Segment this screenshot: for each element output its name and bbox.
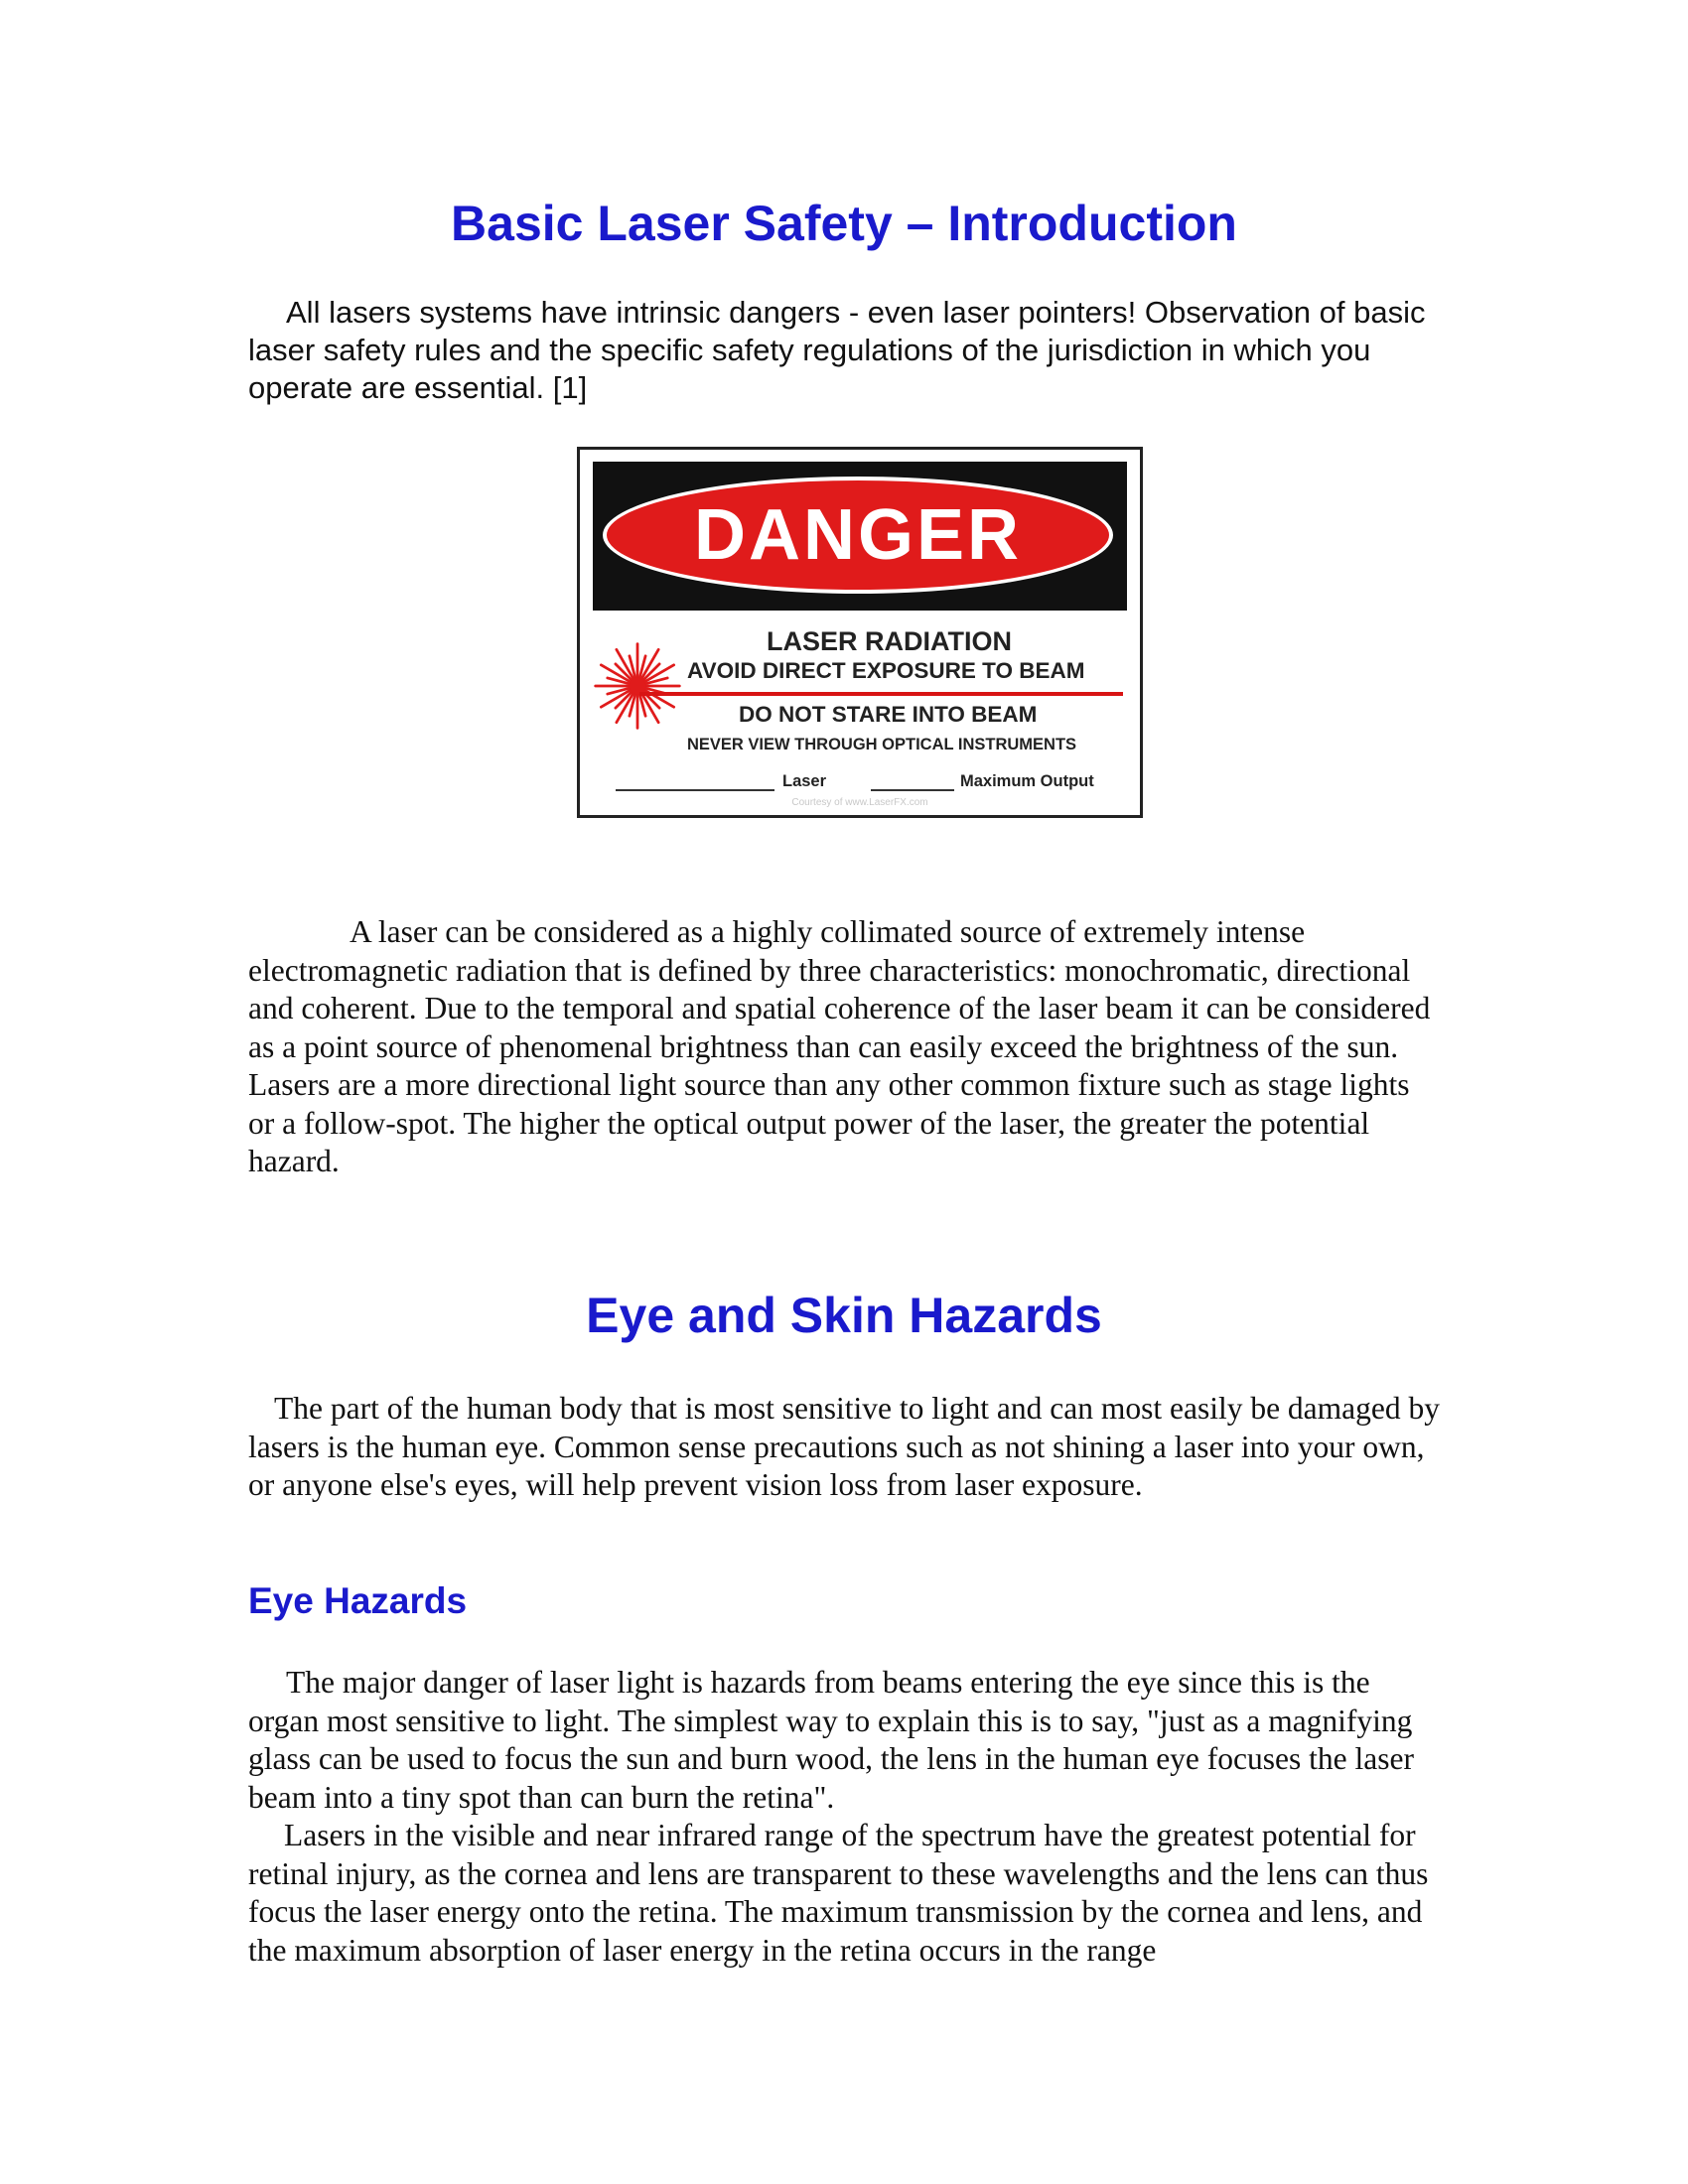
danger-sign-image bbox=[577, 447, 1143, 818]
danger-sign-title: DANGER bbox=[693, 495, 1022, 575]
sign-courtesy-credit: Courtesy of www.LaserFX.com bbox=[791, 797, 928, 808]
sign-red-divider bbox=[639, 692, 1123, 696]
eye-hazards-paragraph-2: Lasers in the visible and near infrared range of the spectrum have the greatest potential for retinal injury, as the cornea and lens are transparent to these wavelengths and the lens can thus focus the laser energy onto the retina. The maximum transmission by the cornea and lens, and the maximum absorption of laser energy in the retina occurs in the range bbox=[248, 1818, 1429, 1968]
eye-skin-paragraph: The part of the human body that is most sensitive to light and can most easily be damaged by lasers is the human eye. Common sense precautions such as not shining a laser into your own, or anyone else's eyes, will help prevent vision loss from laser exposure. bbox=[248, 1391, 1441, 1502]
intro-paragraph: All lasers systems have intrinsic dangers - even laser pointers! Observation of basic laser safety rules and the specific safety regulations of the jurisdiction in which you operate are essential. [1] bbox=[248, 295, 1426, 405]
danger-sign-header bbox=[593, 462, 1127, 611]
laser-description-paragraph: A laser can be considered as a highly collimated source of extremely intense electromagnetic radiation that is defined by three characteristics: monochromatic, directional and coherent. Due to the temporal and spatial coherence of the laser beam it can be considered as a point source of phenomenal brightness than can easily exceed the brightness of the sun. Lasers are a more directional light source than any other common fixture such as stage lights or a follow-spot. The higher the optical output power of the laser, the greater the potential hazard. bbox=[248, 914, 1431, 1178]
danger-oval bbox=[603, 477, 1113, 594]
sign-line-do-not-stare: DO NOT STARE INTO BEAM bbox=[739, 702, 1038, 727]
sign-line-avoid-exposure: AVOID DIRECT EXPOSURE TO BEAM bbox=[687, 658, 1085, 683]
sign-blank-laser bbox=[616, 789, 774, 791]
laser-starburst-icon bbox=[592, 640, 683, 732]
sign-line-laser-radiation: LASER RADIATION bbox=[767, 626, 1012, 656]
page-title: Basic Laser Safety – Introduction bbox=[451, 196, 1237, 251]
sign-blank-output bbox=[871, 789, 954, 791]
sign-laser-label: Laser bbox=[782, 772, 827, 790]
section-title-eye-skin: Eye and Skin Hazards bbox=[586, 1288, 1102, 1343]
eye-hazards-paragraph-1: The major danger of laser light is hazards from beams entering the eye since this is the organ most sensitive to light. The simplest way to explain this is to say, "just as a magnifying glass can be used to focus the sun and burn wood, the lens in the human eye focuses the laser beam into a tiny spot than can burn the retina". bbox=[248, 1665, 1414, 1815]
subsection-title-eye-hazards: Eye Hazards bbox=[248, 1580, 468, 1621]
sign-line-never-view: NEVER VIEW THROUGH OPTICAL INSTRUMENTS bbox=[687, 736, 1077, 753]
sign-output-label: Maximum Output bbox=[960, 772, 1094, 790]
